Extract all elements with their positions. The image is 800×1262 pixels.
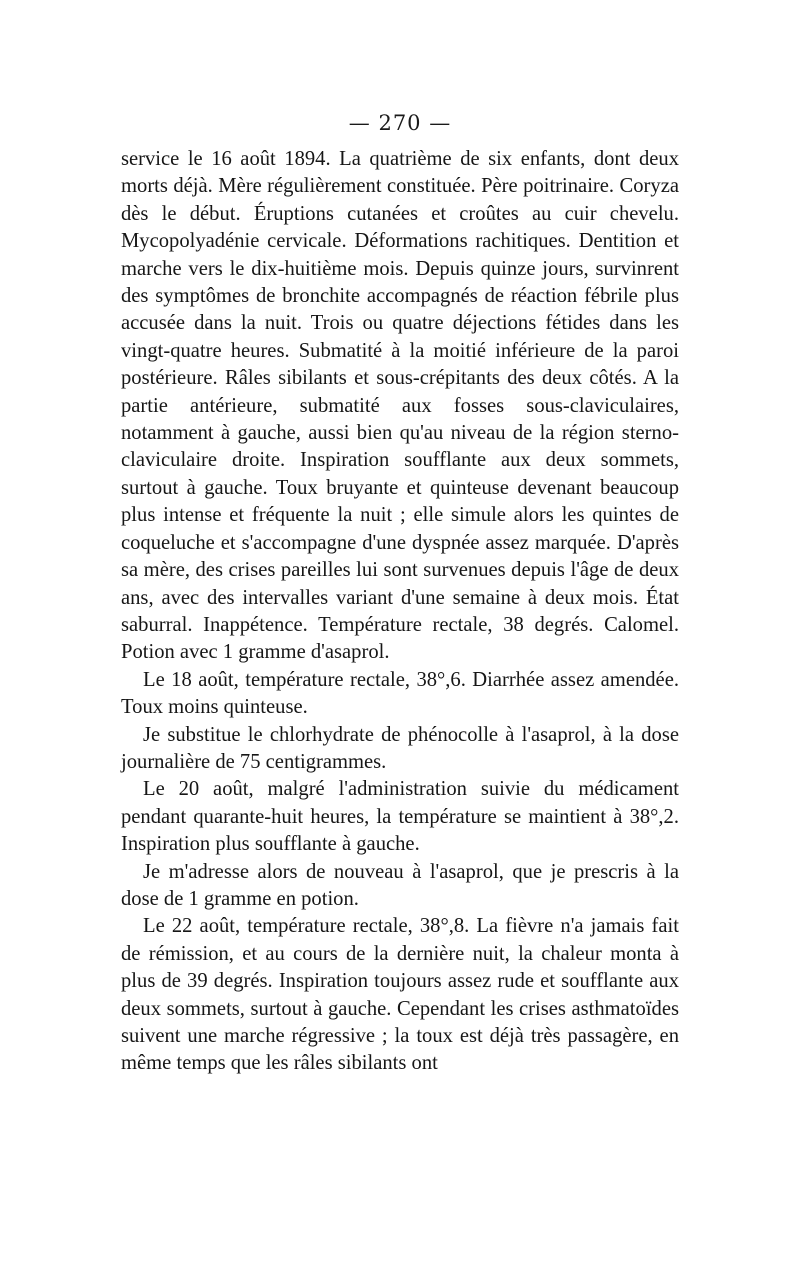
body-text (121, 146, 679, 1078)
page-number: — 270 — (348, 111, 452, 135)
paragraph-august-22: Le 22 août, température rectale, 38°,8. La fièvre n'a jamais fait de rémission, et au cours de la dernière nuit, la chaleur monta à plus de 39 degrés. Inspiration toujours assez rude et soufflante aux deux sommets, surtout à gauche. Cependant les crises asthmatoïdes suivent une marche régressive ; la toux est déjà très passagère, en même temps que les râles sibilants ont (121, 915, 679, 1075)
paragraph-continuation: service le 16 août 1894. La quatrième de six enfants, dont deux morts déjà. Mère régulièrement constituée. Père poitrinaire. Coryza dès le début. Éruptions cutanées et croûtes au cuir chevelu. Mycopolyadénie cervicale. Déformations rachitiques. Dentition et marche vers le dix-huitième mois. Depuis quinze jours, survinrent des symptômes de bronchite accompagnés de réaction fébrile plus accusée dans la nuit. Trois ou quatre déjections fétides dans les vingt-quatre heures. Submatité à la moitié inférieure de la paroi postérieure. Râles sibilants et sous-crépitants des deux côtés. A la partie antérieure, submatité aux fosses sous-claviculaires, notamment à gauche, aussi bien qu'au niveau de la région sterno-claviculaire droite. Inspiration soufflante aux deux sommets, surtout à gauche. Toux bruyante et quinteuse devenant beaucoup plus intense et fréquente la nuit ; elle simule alors les quintes de coqueluche et s'accompagne d'une dyspnée assez marquée. D'après sa mère, des crises pareilles lui sont survenues depuis l'âge de deux ans, avec des intervalles variant d'une semaine à deux mois. État saburral. Inappétence. Température rectale, 38 degrés. Calomel. Potion avec 1 gramme d'asaprol. (121, 148, 679, 664)
paragraph-phenocolle: Je substitue le chlorhydrate de phénocolle à l'asaprol, à la dose journalière de 75 centigrammes. (121, 723, 679, 773)
paragraph-august-18: Le 18 août, température rectale, 38°,6. Diarrhée assez amendée. Toux moins quinteuse. (121, 668, 679, 719)
paragraph-asaprol: Je m'adresse alors de nouveau à l'asaprol, que je prescris à la dose de 1 gramme en potion. (121, 860, 679, 910)
paragraph-august-20: Le 20 août, malgré l'administration suivie du médicament pendant quarante-huit heures, la température se maintient à 38°,2. Inspiration plus soufflante à gauche. (121, 778, 679, 856)
